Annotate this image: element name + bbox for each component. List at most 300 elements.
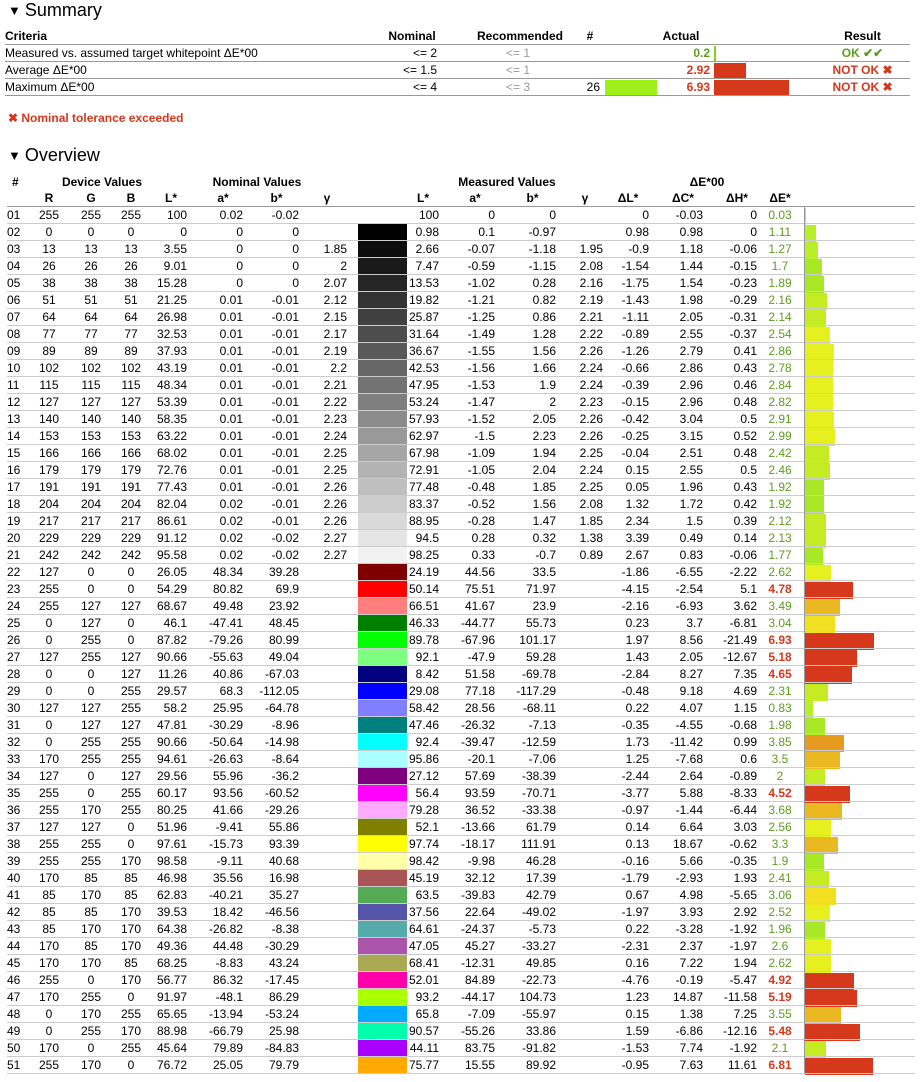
table-cell: 170 <box>38 752 60 766</box>
table-cell: 0 <box>236 225 243 239</box>
table-cell: -26.82 <box>208 922 243 936</box>
table-cell: 255 <box>38 208 60 222</box>
table-row <box>7 1040 915 1057</box>
table-cell: 40.86 <box>212 667 243 681</box>
table-cell: 127 <box>80 395 102 409</box>
summary-heading[interactable] <box>8 0 102 21</box>
table-cell: 2.64 <box>679 769 703 783</box>
table-cell: 25.95 <box>212 701 243 715</box>
overview-title: Overview <box>24 145 100 165</box>
table-cell: 0.02 <box>219 531 243 545</box>
table-cell: -3.77 <box>621 786 649 800</box>
table-cell: 0.01 <box>219 480 243 494</box>
table-cell: 98.58 <box>156 854 187 868</box>
table-cell: 98.25 <box>408 548 439 562</box>
patch-index: 31 <box>7 718 21 732</box>
delta-e-value: 2.52 <box>768 905 792 919</box>
table-cell: -29.26 <box>264 803 299 817</box>
summary-row <box>5 45 910 62</box>
table-cell: 0.5 <box>740 412 757 426</box>
table-cell: 26 <box>124 259 138 273</box>
table-cell: -0.02 <box>271 531 299 545</box>
table-cell: 100 <box>166 208 187 222</box>
table-cell: 115 <box>39 378 59 392</box>
table-cell: 127 <box>38 769 60 783</box>
table-cell: 64 <box>84 310 98 324</box>
color-swatch <box>358 1023 407 1040</box>
table-row <box>7 921 915 938</box>
table-cell: -0.29 <box>729 293 757 307</box>
actual-value: 6.93 <box>686 80 710 94</box>
table-cell: 255 <box>120 752 142 766</box>
table-cell <box>307 972 347 989</box>
table-cell: 72.76 <box>156 463 187 477</box>
color-swatch <box>358 462 407 479</box>
table-cell <box>307 1023 347 1040</box>
table-cell: -2.54 <box>675 582 703 596</box>
sub-header-cell: G <box>86 191 96 205</box>
table-cell: -0.06 <box>729 548 757 562</box>
table-cell: 2.79 <box>679 344 703 358</box>
patch-index: 46 <box>7 973 21 987</box>
table-cell: 52.01 <box>408 973 439 987</box>
table-cell: 0.22 <box>625 922 649 936</box>
table-cell: -1.44 <box>675 803 703 817</box>
color-swatch <box>358 751 407 768</box>
table-cell: 7.47 <box>415 259 439 273</box>
table-cell: 1.44 <box>679 259 703 273</box>
table-cell: 4.07 <box>679 701 703 715</box>
table-cell: -0.06 <box>729 242 757 256</box>
table-cell: 44.56 <box>464 565 495 579</box>
table-cell: -55.63 <box>208 650 243 664</box>
table-cell: 0 <box>127 616 135 630</box>
table-cell: 0.02 <box>219 208 243 222</box>
delta-e-value: 2.31 <box>768 684 792 698</box>
table-cell: 0 <box>87 1041 95 1055</box>
table-cell: 100 <box>418 208 439 222</box>
table-cell <box>567 1023 603 1040</box>
table-cell: 2.26 <box>323 480 347 494</box>
table-cell: 217 <box>80 514 102 528</box>
table-cell: 1.38 <box>679 1007 703 1021</box>
table-cell: 2.2 <box>330 361 347 375</box>
table-cell <box>567 615 603 632</box>
table-cell: 111.91 <box>521 837 556 851</box>
table-cell: -12.67 <box>722 650 757 664</box>
table-cell: -36.2 <box>271 769 299 783</box>
collapse-triangle-icon[interactable]: ▼ <box>8 148 21 163</box>
table-cell: 63.22 <box>156 429 187 443</box>
table-cell: 2.34 <box>625 514 649 528</box>
table-cell: 166 <box>80 446 102 460</box>
table-cell: -50.64 <box>208 735 243 749</box>
delta-e-value: 5.19 <box>768 990 792 1004</box>
table-cell: 0 <box>236 242 243 256</box>
table-row <box>7 649 915 666</box>
header-device-values: Device Values <box>61 175 143 189</box>
table-row <box>7 836 915 853</box>
color-swatch <box>358 479 407 496</box>
table-cell: 0.02 <box>219 514 243 528</box>
sub-header-cell: a* <box>469 191 481 205</box>
header-nominal-values: Nominal Values <box>212 175 302 189</box>
table-cell: -17.45 <box>264 973 299 987</box>
table-cell: -15.73 <box>208 837 243 851</box>
table-cell: 2.23 <box>323 412 347 426</box>
table-cell <box>567 700 603 717</box>
table-cell: -1.55 <box>467 344 495 358</box>
table-cell: 11.61 <box>727 1058 757 1072</box>
table-cell: -67.03 <box>264 667 299 681</box>
table-cell: 229 <box>120 531 142 545</box>
table-cell: -11.42 <box>669 735 703 749</box>
delta-e-value: 3.49 <box>768 599 792 613</box>
worst-patch-swatch <box>605 80 657 95</box>
color-swatch <box>358 411 407 428</box>
table-row <box>7 785 915 802</box>
table-cell: 67.98 <box>408 446 439 460</box>
table-cell <box>307 904 347 921</box>
table-cell <box>567 666 603 683</box>
table-cell <box>567 717 603 734</box>
delta-e-value: 2.54 <box>768 327 792 341</box>
table-cell: 8.42 <box>415 667 439 681</box>
table-cell: 153 <box>80 429 102 443</box>
table-cell: 0.43 <box>733 361 757 375</box>
table-cell <box>307 666 347 683</box>
table-cell: 3.62 <box>733 599 757 613</box>
table-cell: -0.97 <box>621 803 649 817</box>
table-cell: 1.5 <box>686 514 703 528</box>
table-cell: -5.47 <box>729 973 757 987</box>
table-cell: -0.7 <box>535 548 556 562</box>
color-swatch <box>358 309 407 326</box>
table-cell <box>307 615 347 632</box>
table-cell: 242 <box>38 548 60 562</box>
table-cell: -47.41 <box>208 616 243 630</box>
table-row <box>7 581 915 598</box>
table-cell: -2.31 <box>621 939 649 953</box>
table-cell: -55.26 <box>460 1024 495 1038</box>
patch-index: 37 <box>7 820 21 834</box>
table-cell: -0.01 <box>271 310 299 324</box>
table-cell <box>307 785 347 802</box>
table-cell: -1.97 <box>621 905 649 919</box>
table-row <box>7 513 915 530</box>
table-cell: 127 <box>80 599 102 613</box>
table-cell: 140 <box>80 412 102 426</box>
table-cell <box>567 632 603 649</box>
summary-header-cell: # <box>586 29 594 43</box>
table-row <box>7 275 915 292</box>
table-cell: 1.25 <box>625 752 649 766</box>
table-cell: 33.5 <box>532 565 556 579</box>
table-cell: 0.67 <box>625 888 649 902</box>
color-swatch <box>358 921 407 938</box>
table-cell: -0.01 <box>271 412 299 426</box>
patch-index: 02 <box>7 225 21 239</box>
table-cell: 0.01 <box>219 293 243 307</box>
table-cell <box>307 224 347 241</box>
table-cell: 0.48 <box>733 446 757 460</box>
table-cell: 83.37 <box>408 497 439 511</box>
header-index: # <box>12 175 19 189</box>
table-cell: 4.98 <box>679 888 703 902</box>
table-cell: 170 <box>120 939 142 953</box>
delta-e-value: 3.55 <box>768 1007 792 1021</box>
table-cell: 0 <box>127 820 135 834</box>
sub-header-cell: R <box>44 191 54 205</box>
table-cell: -21.49 <box>722 633 757 647</box>
table-cell: 2.27 <box>323 531 347 545</box>
sub-header-cell: B <box>126 191 136 205</box>
table-cell: 0.01 <box>219 412 243 426</box>
table-cell: 5.88 <box>679 786 703 800</box>
table-cell: 102 <box>120 361 142 375</box>
table-cell <box>567 904 603 921</box>
table-cell: 170 <box>38 1041 60 1055</box>
table-cell: 44.11 <box>409 1041 439 1055</box>
color-swatch <box>358 377 407 394</box>
table-cell: 170 <box>38 990 60 1004</box>
table-cell: 127 <box>120 650 142 664</box>
table-cell: 127 <box>80 701 102 715</box>
table-cell: -4.15 <box>621 582 649 596</box>
table-cell: 0.28 <box>471 531 495 545</box>
table-cell: 40.68 <box>268 854 299 868</box>
table-cell: 8.56 <box>679 633 703 647</box>
table-cell: 2.96 <box>679 378 703 392</box>
recommended-value: <= 3 <box>505 80 530 94</box>
table-cell: -1.18 <box>528 242 556 256</box>
table-cell: 255 <box>38 973 60 987</box>
table-cell: 45.64 <box>156 1041 187 1055</box>
table-cell: 49.04 <box>268 650 299 664</box>
table-cell: 0 <box>549 208 556 222</box>
nominal-value: <= 1.5 <box>402 63 437 77</box>
table-cell: 7.74 <box>679 1041 703 1055</box>
table-cell: 71.97 <box>525 582 556 596</box>
table-cell: -46.56 <box>264 905 299 919</box>
color-swatch <box>358 955 407 972</box>
table-cell: 85 <box>84 871 98 885</box>
table-cell: 179 <box>38 463 60 477</box>
table-cell: -7.13 <box>528 718 556 732</box>
overview-sub-header <box>7 190 915 207</box>
table-cell <box>567 564 603 581</box>
table-cell: 15.28 <box>156 276 187 290</box>
table-cell: 31.64 <box>408 327 439 341</box>
table-cell: 153 <box>120 429 142 443</box>
table-cell: 170 <box>80 803 102 817</box>
table-row <box>7 819 915 836</box>
table-cell: 0.01 <box>219 361 243 375</box>
table-cell: 41.67 <box>464 599 495 613</box>
table-cell <box>307 564 347 581</box>
table-cell: 5.1 <box>740 582 757 596</box>
table-cell: -1.09 <box>467 446 495 460</box>
result-value: NOT OK ✖ <box>832 80 893 94</box>
table-cell: 0.42 <box>733 497 757 511</box>
table-cell: -6.55 <box>675 565 703 579</box>
table-cell: 89.78 <box>408 633 439 647</box>
table-cell: 75.77 <box>408 1058 439 1072</box>
table-cell: -68.11 <box>522 701 556 715</box>
table-cell: 1.32 <box>625 497 649 511</box>
table-cell: 229 <box>80 531 102 545</box>
table-cell: 43.24 <box>268 956 299 970</box>
table-cell: 0 <box>127 565 135 579</box>
collapse-triangle-icon[interactable]: ▼ <box>8 3 21 18</box>
table-cell: 1.47 <box>532 514 556 528</box>
table-cell: 2.08 <box>579 259 603 273</box>
patch-index: 17 <box>7 480 21 494</box>
table-cell: 44.48 <box>212 939 243 953</box>
table-cell: -48.1 <box>215 990 243 1004</box>
table-cell: 35.27 <box>268 888 299 902</box>
table-cell <box>567 581 603 598</box>
table-cell: 76.72 <box>156 1058 187 1072</box>
table-cell: -64.78 <box>264 701 299 715</box>
table-cell: 1.85 <box>579 514 603 528</box>
overview-heading[interactable] <box>8 145 100 166</box>
summary-divider <box>5 95 910 96</box>
table-cell: -0.15 <box>729 259 757 273</box>
delta-e-value: 6.93 <box>768 633 792 647</box>
table-row <box>7 887 915 904</box>
table-cell: 2.26 <box>323 497 347 511</box>
table-cell: -1.86 <box>621 565 649 579</box>
table-cell: 170 <box>38 939 60 953</box>
table-cell: 49.36 <box>156 939 187 953</box>
table-cell <box>307 887 347 904</box>
table-cell: 29.57 <box>156 684 187 698</box>
table-cell: -33.27 <box>521 939 556 953</box>
table-cell: 2.27 <box>323 548 347 562</box>
table-cell: 2.16 <box>579 276 603 290</box>
patch-index: 18 <box>7 497 21 511</box>
table-cell <box>307 207 347 224</box>
table-cell <box>567 955 603 972</box>
table-cell: 0.15 <box>625 463 649 477</box>
table-cell: 64 <box>124 310 138 324</box>
table-cell: -1.53 <box>467 378 495 392</box>
table-cell: 127 <box>120 718 142 732</box>
table-cell: 29.08 <box>408 684 439 698</box>
table-cell: 0 <box>127 990 135 1004</box>
table-cell: 127 <box>38 565 60 579</box>
table-cell: 93.59 <box>464 786 495 800</box>
delta-e-value: 3.3 <box>771 837 789 851</box>
table-cell: 140 <box>120 412 142 426</box>
table-cell <box>307 683 347 700</box>
color-swatch <box>358 785 407 802</box>
table-cell: 2.24 <box>579 463 603 477</box>
table-cell: 0.39 <box>733 514 757 528</box>
table-cell: 21.25 <box>156 293 187 307</box>
table-cell: 0 <box>87 973 95 987</box>
recommended-value: <= 1 <box>505 46 530 60</box>
table-cell: -1.92 <box>729 922 757 936</box>
table-row <box>7 547 915 564</box>
table-cell: 166 <box>120 446 142 460</box>
table-cell: 0 <box>236 259 243 273</box>
table-cell: 2.24 <box>579 378 603 392</box>
table-cell: 28.56 <box>464 701 495 715</box>
patch-index: 49 <box>7 1024 21 1038</box>
table-cell: 179 <box>120 463 142 477</box>
table-cell: 64.38 <box>156 922 187 936</box>
table-cell: 36.67 <box>408 344 439 358</box>
table-cell: 14.87 <box>672 990 703 1004</box>
table-cell: 79.89 <box>212 1041 243 1055</box>
table-cell: -55.97 <box>521 1007 556 1021</box>
table-cell: 2.19 <box>579 293 603 307</box>
delta-e-value: 2 <box>776 769 784 783</box>
table-cell: 0 <box>750 225 757 239</box>
table-cell: 86.29 <box>268 990 299 1004</box>
table-cell: 127 <box>80 616 102 630</box>
table-cell: 0 <box>292 242 299 256</box>
table-row <box>7 734 915 751</box>
table-cell: 62.83 <box>156 888 187 902</box>
table-cell: 255 <box>38 599 60 613</box>
color-swatch <box>358 683 407 700</box>
table-cell: 46.33 <box>408 616 439 630</box>
table-cell: -1.52 <box>467 412 495 426</box>
table-cell: 2.24 <box>579 361 603 375</box>
table-cell: 51.58 <box>464 667 495 681</box>
color-swatch <box>358 972 407 989</box>
table-cell: -1.79 <box>621 871 649 885</box>
patch-index: 20 <box>7 531 21 545</box>
table-cell: 1.66 <box>532 361 556 375</box>
table-cell: 1.98 <box>679 293 703 307</box>
table-cell: -14.98 <box>264 735 299 749</box>
color-swatch <box>358 904 407 921</box>
table-row <box>7 326 915 343</box>
table-cell: 59.28 <box>525 650 556 664</box>
table-cell: 0.83 <box>679 548 703 562</box>
patch-index: 44 <box>7 939 21 953</box>
table-cell: -1.25 <box>467 310 495 324</box>
table-cell: 0.41 <box>733 344 757 358</box>
table-cell: 77.43 <box>156 480 187 494</box>
table-cell: 0.01 <box>219 429 243 443</box>
table-cell: 2.05 <box>679 310 703 324</box>
table-cell: 166 <box>38 446 60 460</box>
table-cell: 2.26 <box>323 514 347 528</box>
table-cell: 1.59 <box>625 1024 649 1038</box>
table-cell: 127 <box>38 701 60 715</box>
table-cell: 87.82 <box>156 633 187 647</box>
summary-header-cell: Result <box>844 29 881 43</box>
table-cell: 47.81 <box>156 718 187 732</box>
table-cell <box>307 836 347 853</box>
table-cell: -12.16 <box>722 1024 757 1038</box>
table-cell: -0.16 <box>621 854 649 868</box>
table-cell: 26 <box>42 259 56 273</box>
table-cell: 85 <box>42 922 56 936</box>
color-swatch <box>358 598 407 615</box>
patch-index: 03 <box>7 242 21 256</box>
table-cell: -0.01 <box>271 395 299 409</box>
table-cell: 49.48 <box>212 599 243 613</box>
summary-header-cell: Recommended <box>476 29 564 43</box>
patch-index: 06 <box>7 293 21 307</box>
patch-index: 36 <box>7 803 21 817</box>
